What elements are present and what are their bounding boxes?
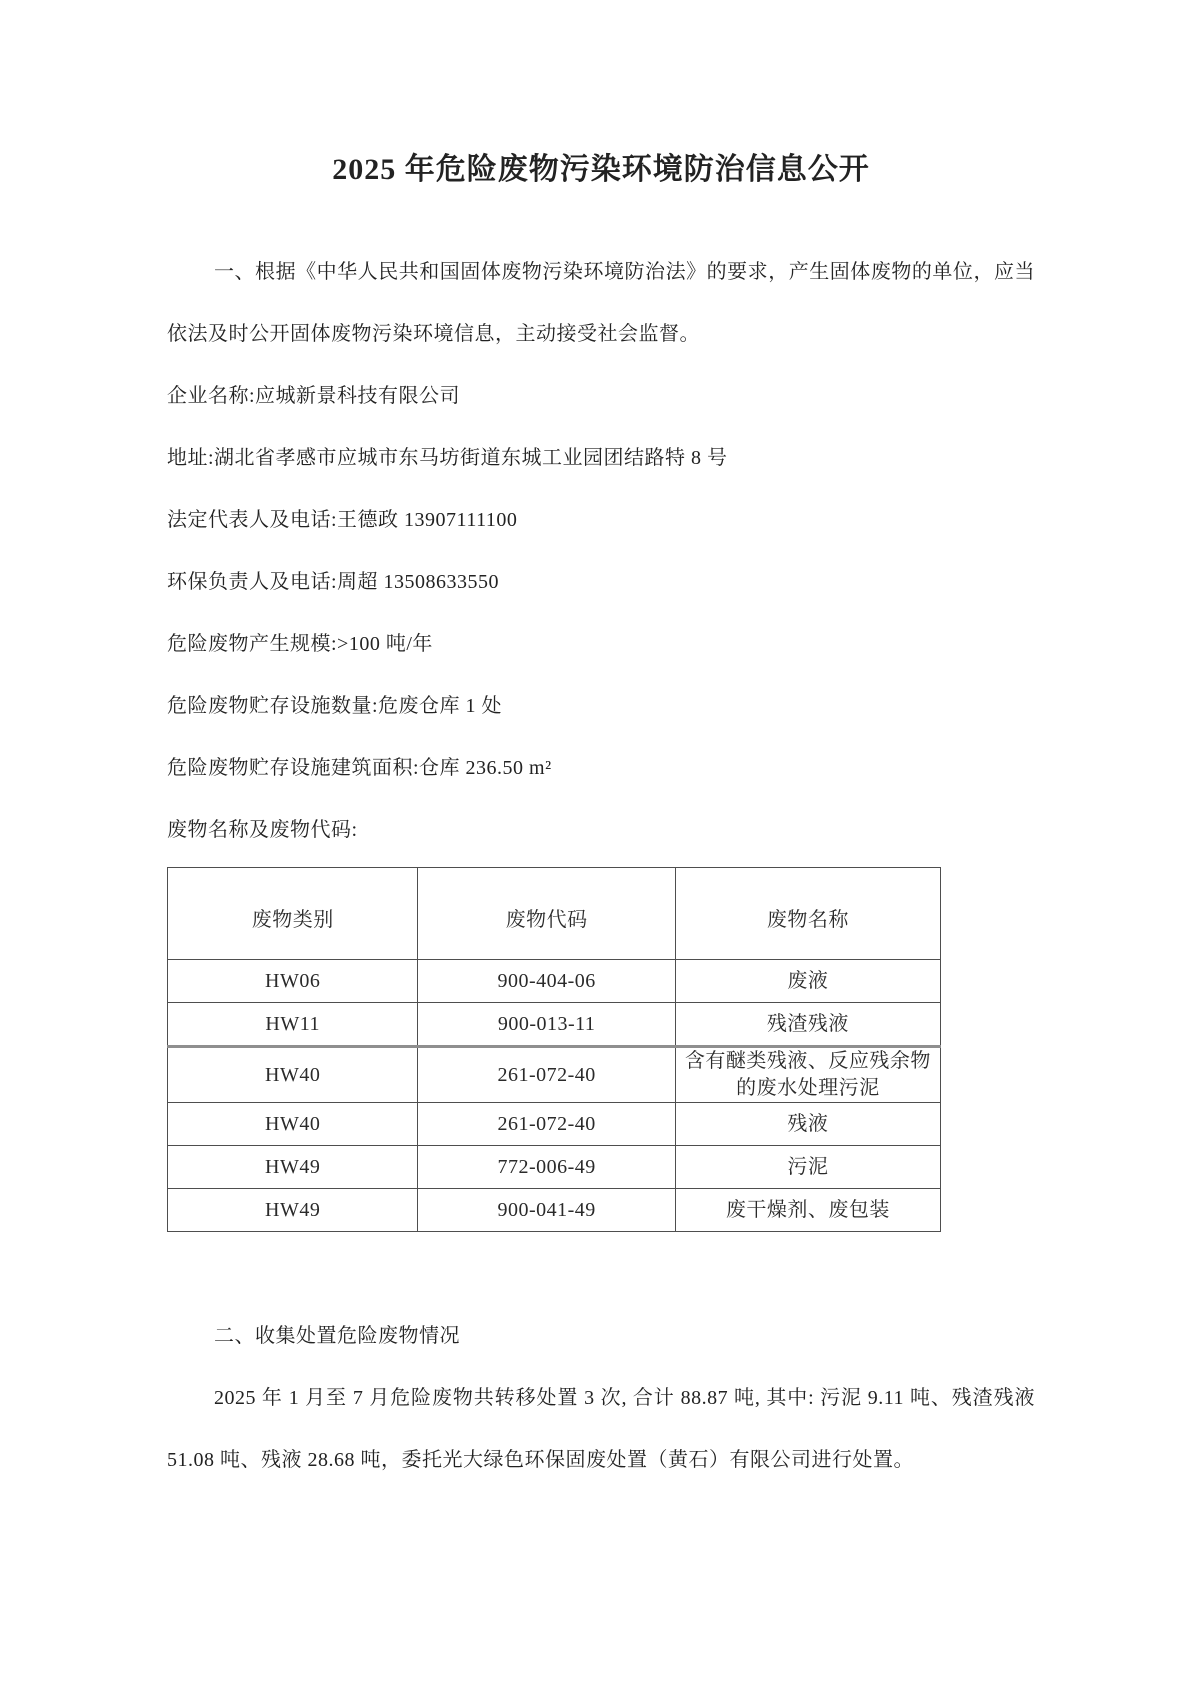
table-cell: HW40 [168,1047,418,1103]
storage-facility-area-line: 危险废物贮存设施建筑面积:仓库 236.50 m² [167,757,552,779]
table-cell: HW40 [168,1103,418,1146]
page-title: 2025 年危险废物污染环境防治信息公开 [332,153,870,186]
table-cell: 含有醚类残液、反应残余物的废水处理污泥 [675,1047,940,1103]
company-name-line: 企业名称:应城新景科技有限公司 [167,385,461,407]
table-cell: 残液 [675,1103,940,1146]
waste-codes-label: 废物名称及废物代码: [167,819,358,841]
table-row [168,1189,941,1232]
section2-heading: 二、收集处置危险废物情况 [214,1325,460,1347]
table-row [168,1103,941,1146]
table-cell: 900-041-49 [418,1189,675,1232]
header-waste-category: 废物类别 [168,868,418,960]
waste-scale-line: 危险废物产生规模:>100 吨/年 [167,633,433,655]
intro-paragraph: 一、根据《中华人民共和国固体废物污染环境防治法》的要求，产生固体废物的单位，应当依法及时公开固体废物污染环境信息，主动接受社会监督。 [167,261,1035,345]
table-cell: 261-072-40 [418,1047,675,1103]
table-row [168,1003,941,1047]
header-waste-name: 废物名称 [675,868,940,960]
waste-code-table [167,867,941,1232]
address-line: 地址:湖北省孝感市应城市东马坊街道东城工业园团结路特 8 号 [167,447,728,469]
table-cell: 废干燥剂、废包装 [675,1189,940,1232]
table-cell: HW49 [168,1146,418,1189]
legal-representative-line: 法定代表人及电话:王德政 13907111100 [167,509,518,531]
storage-facility-count-line: 危险废物贮存设施数量:危废仓库 1 处 [167,695,503,717]
table-cell: 废液 [675,960,940,1003]
table-cell: HW06 [168,960,418,1003]
environmental-officer-line: 环保负责人及电话:周超 13508633550 [167,571,500,593]
table-cell: 772-006-49 [418,1146,675,1189]
document-body [167,241,1035,1491]
header-waste-code: 废物代码 [418,868,675,960]
table-cell: HW49 [168,1189,418,1232]
section2-paragraph: 2025 年 1 月至 7 月危险废物共转移处置 3 次, 合计 88.87 吨, 其中: 污泥 9.11 吨、残渣残液 51.08 吨、残液 28.68 吨，委托光大绿色环保固废处置（黄石）有限公司进行处置。 [167,1387,1035,1471]
table-row [168,1146,941,1189]
table-header-row [168,868,941,960]
table-cell: HW11 [168,1003,418,1047]
table-cell: 900-013-11 [418,1003,675,1047]
table-row [168,960,941,1003]
table-cell: 残渣残液 [675,1003,940,1047]
table-row [168,1047,941,1103]
table-cell: 污泥 [675,1146,940,1189]
table-cell: 261-072-40 [418,1103,675,1146]
table-cell: 900-404-06 [418,960,675,1003]
